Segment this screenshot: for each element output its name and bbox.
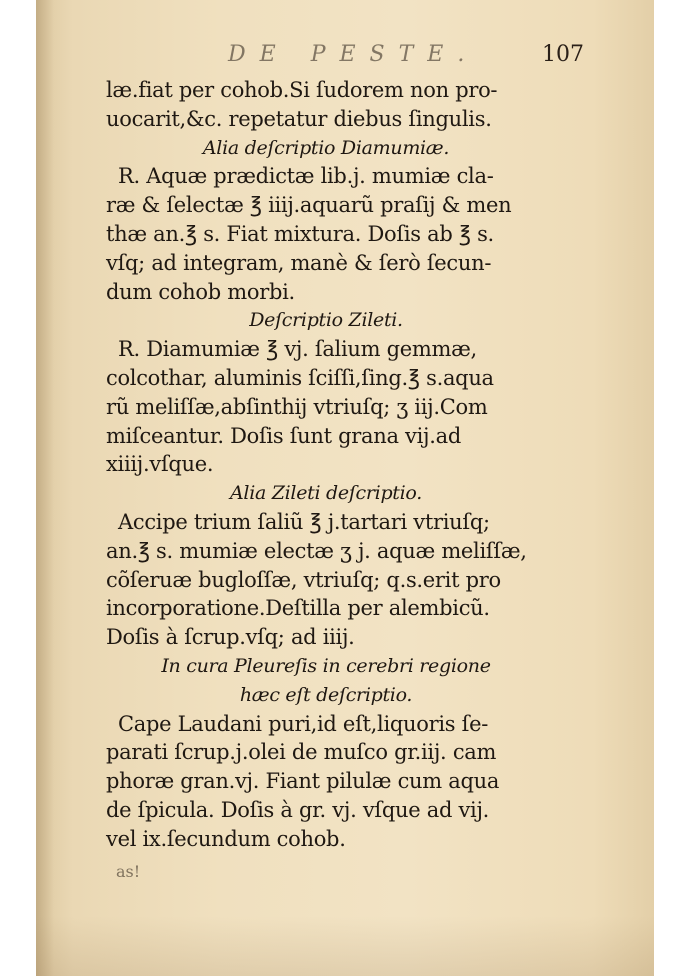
text-line: R. Aquæ prædictæ lib.j. mumiæ cla- [118, 164, 494, 189]
text-line: vel ix.ſecundum cohob. [106, 826, 346, 851]
text-line: læ.fiat per cohob.Si ſudorem non pro- [106, 78, 498, 102]
section-heading: Alia Zileti deſcriptio. [230, 482, 422, 505]
text-line: de ſpicula. Doſis à gr. vj. vſque ad vij. [106, 797, 490, 822]
body-text [106, 76, 546, 854]
text-line: Doſis à ſcrup.vſq; ad iiij. [106, 625, 355, 650]
text-line: miſceantur. Doſis ſunt grana vij.ad [106, 423, 461, 448]
text-line: uocarit,&c. repetatur diebus ſingulis. [106, 106, 492, 131]
text-line: dum cohob morbi. [106, 279, 295, 304]
book-page [36, 0, 654, 976]
catchword: as! [116, 862, 141, 881]
text-line: parati ſcrup.j.olei de muſco gr.iij. cam [106, 740, 497, 765]
page-header [166, 42, 586, 74]
running-head: DE PESTE. [228, 42, 479, 67]
text-line: phoræ gran.vj. Fiant pilulæ cum aqua [106, 769, 500, 794]
text-line: cõſeruæ bugloſſæ, vtriuſq; q.s.erit pro [106, 567, 501, 592]
text-line: incorporatione.Deſtilla per alembicũ. [106, 596, 490, 621]
text-line: vſq; ad integram, manè & ſerò ſecun- [106, 250, 492, 275]
section-heading: In cura Pleureſis in cerebri regione [161, 654, 491, 677]
text-line: R. Diamumiæ ℥ vj. ſalium gemmæ, [118, 337, 477, 362]
text-line: thæ an.℥ s. Fiat mixtura. Doſis ab ℥ s. [106, 221, 494, 246]
text-line: rũ meliſſæ,abſinthij vtriuſq; ʒ iij.Com [106, 394, 488, 419]
section-heading: hæc eſt deſcriptio. [239, 683, 413, 706]
section-heading: Alia deſcriptio Diamumiæ. [202, 136, 450, 159]
page-number: 107 [542, 42, 584, 67]
text-line: Accipe trium ſaliũ ℥ j.tartari vtriuſq; [118, 509, 490, 534]
text-line: Cape Laudani puri,id eſt,liquoris ſe- [118, 711, 488, 736]
text-line: an.℥ s. mumiæ electæ ʒ j. aquæ meliſſæ, [106, 538, 527, 563]
text-line: colcothar, aluminis ſciſſi,ſing.℥ s.aqua [106, 365, 494, 390]
text-line: xiiij.vſque. [106, 452, 214, 477]
text-line: ræ & ſelectæ ℥ iiij.aquarũ praſij & men [106, 193, 512, 218]
section-heading: Deſcriptio Zileti. [249, 309, 403, 332]
